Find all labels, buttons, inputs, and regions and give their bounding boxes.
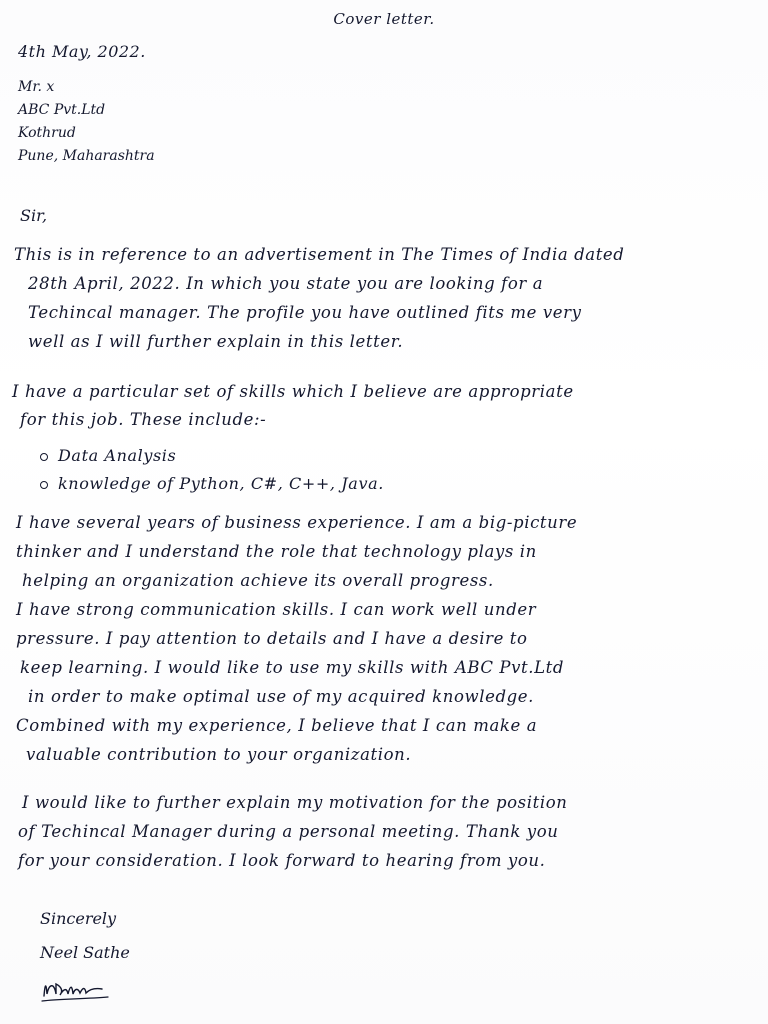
- paragraph-line: 28th April, 2022. In which you state you are looking for a: [28, 274, 544, 293]
- paragraph-line: for this job. These include:-: [20, 410, 267, 429]
- handwritten-signature: [40, 974, 120, 1010]
- paragraph-line: This is in reference to an advertisement in The Times of India dated: [14, 245, 625, 264]
- paragraph-line: well as I will further explain in this letter.: [28, 332, 404, 351]
- paragraph-line: thinker and I understand the role that technology plays in: [16, 542, 537, 561]
- salutation: Sir,: [20, 206, 48, 225]
- paragraph-skills-intro: [12, 378, 574, 434]
- sender-name: Neel Sathe: [40, 943, 130, 962]
- letter-title: Cover letter.: [333, 10, 435, 28]
- recipient-address: [18, 76, 155, 168]
- paragraph-line: Combined with my experience, I believe that I can make a: [16, 716, 538, 735]
- paragraph-line: I have strong communication skills. I can work well under: [16, 600, 537, 619]
- recipient-name: Mr. x: [18, 79, 55, 95]
- paragraph-line: in order to make optimal use of my acquired knowledge.: [28, 687, 535, 706]
- letter-date: 4th May, 2022.: [18, 42, 146, 61]
- recipient-city: Pune, Maharashtra: [18, 148, 155, 164]
- paragraph-line: valuable contribution to your organization.: [26, 745, 412, 764]
- paragraph-line: of Techincal Manager during a personal meeting. Thank you: [18, 822, 559, 841]
- paragraph-reference: [14, 240, 624, 356]
- paragraph-line: I have a particular set of skills which I believe are appropriate: [12, 382, 574, 401]
- skill-text: Data Analysis: [58, 446, 177, 465]
- paragraph-line: pressure. I pay attention to details and I have a desire to: [16, 629, 528, 648]
- paragraph-line: Techincal manager. The profile you have outlined fits me very: [28, 303, 582, 322]
- recipient-area: Kothrud: [18, 125, 76, 141]
- closing-word: Sincerely: [40, 909, 117, 928]
- paragraph-line: I have several years of business experience. I am a big-picture: [16, 513, 578, 532]
- skills-list: [40, 442, 384, 498]
- recipient-company: ABC Pvt.Ltd: [18, 102, 106, 118]
- paragraph-line: for your consideration. I look forward to hearing from you.: [18, 851, 546, 870]
- paragraph-line: keep learning. I would like to use my skills with ABC Pvt.Ltd: [20, 658, 565, 677]
- skill-text: knowledge of Python, C#, C++, Java.: [58, 474, 384, 493]
- list-item: [40, 470, 384, 498]
- list-item: [40, 442, 384, 470]
- bullet-icon: [40, 481, 48, 489]
- bullet-icon: [40, 453, 48, 461]
- paragraph-experience: [16, 508, 577, 769]
- paragraph-line: I would like to further explain my motivation for the position: [22, 793, 568, 812]
- paragraph-line: helping an organization achieve its overall progress.: [22, 571, 494, 590]
- sign-off: [40, 902, 130, 970]
- paragraph-closing: [18, 788, 568, 875]
